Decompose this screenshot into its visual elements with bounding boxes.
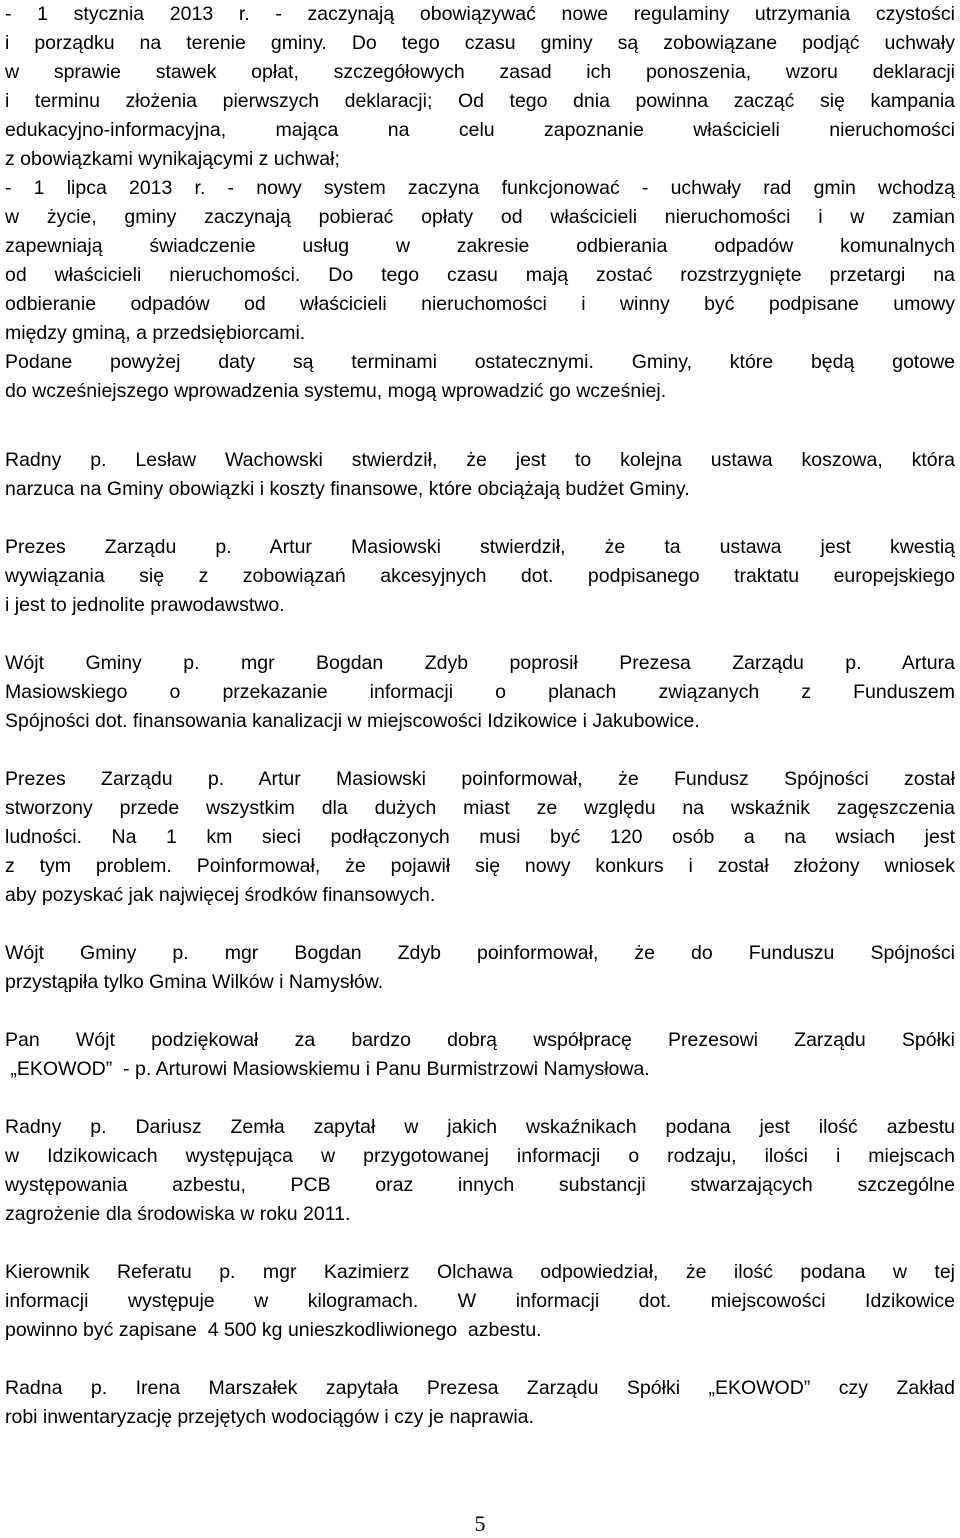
text-line: Podane powyżej daty są terminami ostatecznymi. Gminy, które będą gotowe	[5, 351, 955, 373]
paragraph-masiowski-statement	[5, 533, 955, 620]
text-line: Pan Wójt podziękował za bardzo dobrą współpracę Prezesowi Zarządu Spółki	[5, 1029, 955, 1051]
text-line: powinno być zapisane 4 500 kg unieszkodliwionego azbestu.	[5, 1319, 542, 1341]
text-line: Masiowskiego o przekazanie informacji o planach związanych z Funduszem	[5, 681, 955, 703]
text-line: narzuca na Gminy obowiązki i koszty finansowe, które obciążają budżet Gminy.	[5, 478, 690, 500]
text-line: Kierownik Referatu p. mgr Kazimierz Olchawa odpowiedział, że ilość podana w tej	[5, 1261, 955, 1283]
text-line: zagrożenie dla środowiska w roku 2011.	[5, 1203, 351, 1225]
text-line: Radny p. Lesław Wachowski stwierdził, że jest to kolejna ustawa koszowa, która	[5, 449, 955, 471]
paragraph-zdyb-request	[5, 649, 955, 736]
paragraph-regulations-timeline	[5, 0, 955, 406]
text-line: „EKOWOD” - p. Arturowi Masiowskiemu i Panu Burmistrzowi Namysłowa.	[5, 1058, 650, 1080]
text-line: z tym problem. Poinformował, że pojawił się nowy konkurs i został złożony wniosek	[5, 855, 955, 877]
text-line: aby pozyskać jak najwięcej środków finansowych.	[5, 884, 436, 906]
paragraph-thanks-ekowod	[5, 1026, 955, 1084]
text-line: i jest to jednolite prawodawstwo.	[5, 594, 285, 616]
text-line: do wcześniejszego wprowadzenia systemu, mogą wprowadzić go wcześniej.	[5, 380, 667, 402]
text-line: w sprawie stawek opłat, szczegółowych zasad ich ponoszenia, wzoru deklaracji	[5, 61, 955, 83]
text-line: - 1 lipca 2013 r. - nowy system zaczyna funkcjonować - uchwały rad gmin wchodzą	[5, 177, 955, 199]
text-line: i terminu złożenia pierwszych deklaracji; Od tego dnia powinna zacząć się kampania	[5, 90, 955, 112]
paragraph-zemla-asbestos-question	[5, 1113, 955, 1229]
text-line: występowania azbestu, PCB oraz innych substancji stwarzających szczególne	[5, 1174, 955, 1196]
text-line: Radny p. Dariusz Zemła zapytał w jakich wskaźnikach podana jest ilość azbestu	[5, 1116, 955, 1138]
text-line: wywiązania się z zobowiązań akcesyjnych dot. podpisanego traktatu europejskiego	[5, 565, 955, 587]
text-line: Wójt Gminy p. mgr Bogdan Zdyb poinformował, że do Funduszu Spójności	[5, 942, 955, 964]
text-line: stworzony przede wszystkim dla dużych miast ze względu na wskaźnik zagęszczenia	[5, 797, 955, 819]
page-number: 5	[474, 1511, 486, 1536]
text-line: zapewniają świadczenie usług w zakresie odbierania odpadów komunalnych	[5, 235, 955, 257]
text-line: informacji występuje w kilogramach. W informacji dot. miejscowości Idzikowice	[5, 1290, 955, 1312]
text-line: w Idzikowicach występująca w przygotowanej informacji o rodzaju, ilości i miejscach	[5, 1145, 955, 1167]
paragraph-wachowski-statement	[5, 446, 955, 504]
text-line: odbieranie odpadów od właścicieli nieruchomości i winny być podpisane umowy	[5, 293, 955, 315]
text-line: od właścicieli nieruchomości. Do tego czasu mają zostać rozstrzygnięte przetargi na	[5, 264, 955, 286]
text-line: Prezes Zarządu p. Artur Masiowski stwierdził, że ta ustawa jest kwestią	[5, 536, 955, 558]
text-line: Prezes Zarządu p. Artur Masiowski poinformował, że Fundusz Spójności został	[5, 768, 955, 790]
text-line: Wójt Gminy p. mgr Bogdan Zdyb poprosił Prezesa Zarządu p. Artura	[5, 652, 955, 674]
text-line: Radna p. Irena Marszałek zapytała Prezesa Zarządu Spółki „EKOWOD” czy Zakład	[5, 1377, 955, 1399]
text-line: robi inwentaryzację przejętych wodociągów i czy je naprawia.	[5, 1406, 534, 1428]
text-line: i porządku na terenie gminy. Do tego czasu gminy są zobowiązane podjąć uchwały	[5, 32, 955, 54]
text-line: edukacyjno-informacyjna, mająca na celu zapoznanie właścicieli nieruchomości	[5, 119, 955, 141]
paragraph-olchawa-answer	[5, 1258, 955, 1345]
text-line: - 1 stycznia 2013 r. - zaczynają obowiązywać nowe regulaminy utrzymania czystości	[5, 3, 955, 25]
text-line: między gminą, a przedsiębiorcami.	[5, 322, 306, 344]
paragraph-marszalek-question	[5, 1374, 955, 1432]
text-line: ludności. Na 1 km sieci podłączonych musi być 120 osób a na wsiach jest	[5, 826, 955, 848]
text-line: w życie, gminy zaczynają pobierać opłaty od właścicieli nieruchomości i w zamian	[5, 206, 955, 228]
text-line: Spójności dot. finansowania kanalizacji w miejscowości Idzikowice i Jakubowice.	[5, 710, 700, 732]
text-line: przystąpiła tylko Gmina Wilków i Namysłów.	[5, 971, 384, 993]
paragraph-zdyb-cohesion-fund	[5, 939, 955, 997]
paragraph-masiowski-cohesion-fund	[5, 765, 955, 910]
text-line: z obowiązkami wynikającymi z uchwał;	[5, 148, 340, 170]
